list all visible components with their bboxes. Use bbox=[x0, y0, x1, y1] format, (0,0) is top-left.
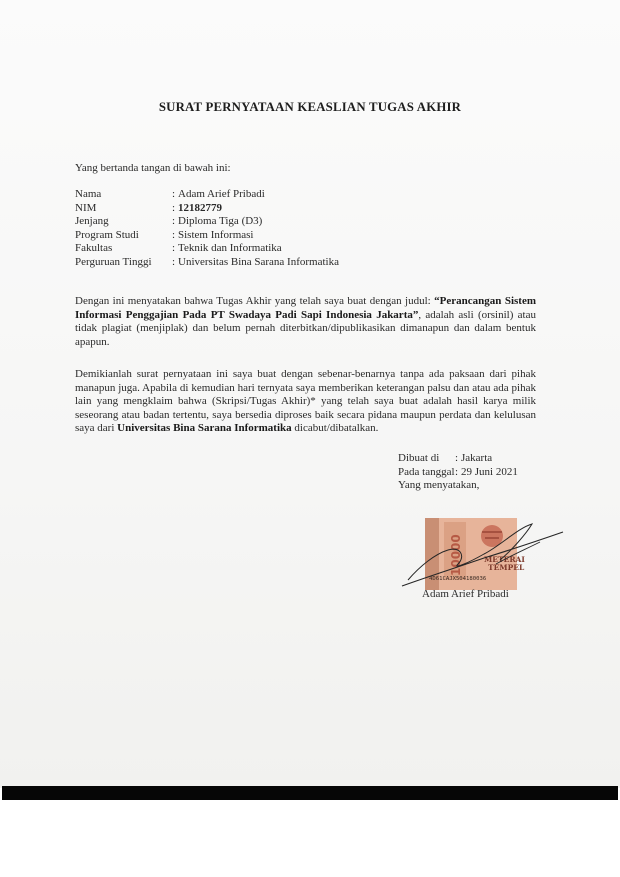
place-value: Jakarta bbox=[461, 452, 493, 464]
field-separator: : bbox=[172, 201, 176, 214]
field-row-perguruan-tinggi bbox=[75, 256, 339, 270]
paragraph-text: Dengan ini menyatakan bahwa Tugas Akhir yang telah saya buat dengan judul: bbox=[75, 295, 435, 307]
field-separator: : bbox=[172, 255, 176, 268]
field-value: 12182779 bbox=[178, 201, 222, 214]
field-separator: : bbox=[455, 452, 459, 464]
stamp-serial: 4D61CAJX504180036 bbox=[429, 576, 487, 582]
field-value: Sistem Informasi bbox=[178, 228, 254, 241]
field-label: Nama bbox=[75, 188, 102, 200]
field-separator: : bbox=[172, 215, 176, 228]
paragraph-text: dicabut/dibatalkan. bbox=[291, 422, 379, 434]
field-separator: : bbox=[172, 188, 176, 200]
field-label: Jenjang bbox=[75, 215, 109, 228]
field-label: Program Studi bbox=[75, 228, 139, 241]
stamp-label-tempel: TEMPEL bbox=[488, 563, 525, 572]
identity-fields bbox=[75, 188, 339, 270]
signer-name: Adam Arief Pribadi bbox=[422, 588, 509, 600]
place-row bbox=[398, 452, 518, 466]
date-row bbox=[398, 466, 518, 480]
meterai-stamp-signature bbox=[400, 510, 565, 590]
field-separator: : bbox=[172, 228, 176, 241]
field-value: Diploma Tiga (D3) bbox=[178, 215, 263, 228]
place-label: Dibuat di bbox=[398, 452, 440, 464]
field-separator: : bbox=[172, 242, 176, 255]
field-row-program-studi bbox=[75, 229, 339, 243]
institution-name: Universitas Bina Sarana Informatika bbox=[117, 422, 292, 434]
stamp-label-meterai: METERAI bbox=[484, 555, 525, 564]
field-value: Adam Arief Pribadi bbox=[178, 188, 265, 200]
date-value: 29 Juni 2021 bbox=[461, 465, 518, 478]
date-label: Pada tanggal bbox=[398, 465, 455, 478]
declaration-paragraph bbox=[75, 368, 536, 436]
field-row-jenjang bbox=[75, 215, 339, 229]
signature-block bbox=[398, 452, 518, 493]
field-separator: : bbox=[455, 465, 459, 478]
field-row-nama bbox=[75, 188, 339, 202]
thesis-title: “Perancangan Sistem Informasi Penggajian Pada PT Swadaya Padi Sapi Indonesia Jakarta” bbox=[75, 295, 536, 321]
field-row-fakultas bbox=[75, 242, 339, 256]
field-label: Perguruan Tinggi bbox=[75, 255, 152, 268]
scan-footer-bar bbox=[2, 786, 618, 800]
paragraph-text: , adalah asli (orsinil) atau tidak plagiat (menjiplak) dan belum pernah diterbitkan/dipublikasikan dimanapun dan dalam bentuk apapun. bbox=[75, 308, 536, 348]
field-label: NIM bbox=[75, 201, 97, 214]
intro-text: Yang bertanda tangan di bawah ini: bbox=[75, 162, 231, 174]
field-label: Fakultas bbox=[75, 242, 113, 255]
paragraph-text: Demikianlah surat pernyataan ini saya buat dengan sebenar-benarnya tanpa ada paksaan dari pihak manapun juga. Apabila di kemudian hari ternyata saya memberikan keterangan palsu dan atau ada pihak lain yang mengklaim bahwa (Skripsi/Tugas Akhir)* yang telah saya buat adalah hasil karya milik seseorang atau badan tertentu, saya bersedia diproses baik secara pidana maupun perdata dan kelulusan saya dari bbox=[75, 368, 536, 434]
field-value: Universitas Bina Sarana Informatika bbox=[178, 255, 339, 268]
statement-paragraph bbox=[75, 295, 536, 349]
field-value: Teknik dan Informatika bbox=[178, 242, 282, 255]
stamp-amount: 10000 bbox=[449, 534, 463, 576]
statement-text: Yang menyatakan, bbox=[398, 479, 480, 492]
document-title: SURAT PERNYATAAN KEASLIAN TUGAS AKHIR bbox=[158, 100, 462, 114]
field-row-nim bbox=[75, 202, 339, 216]
